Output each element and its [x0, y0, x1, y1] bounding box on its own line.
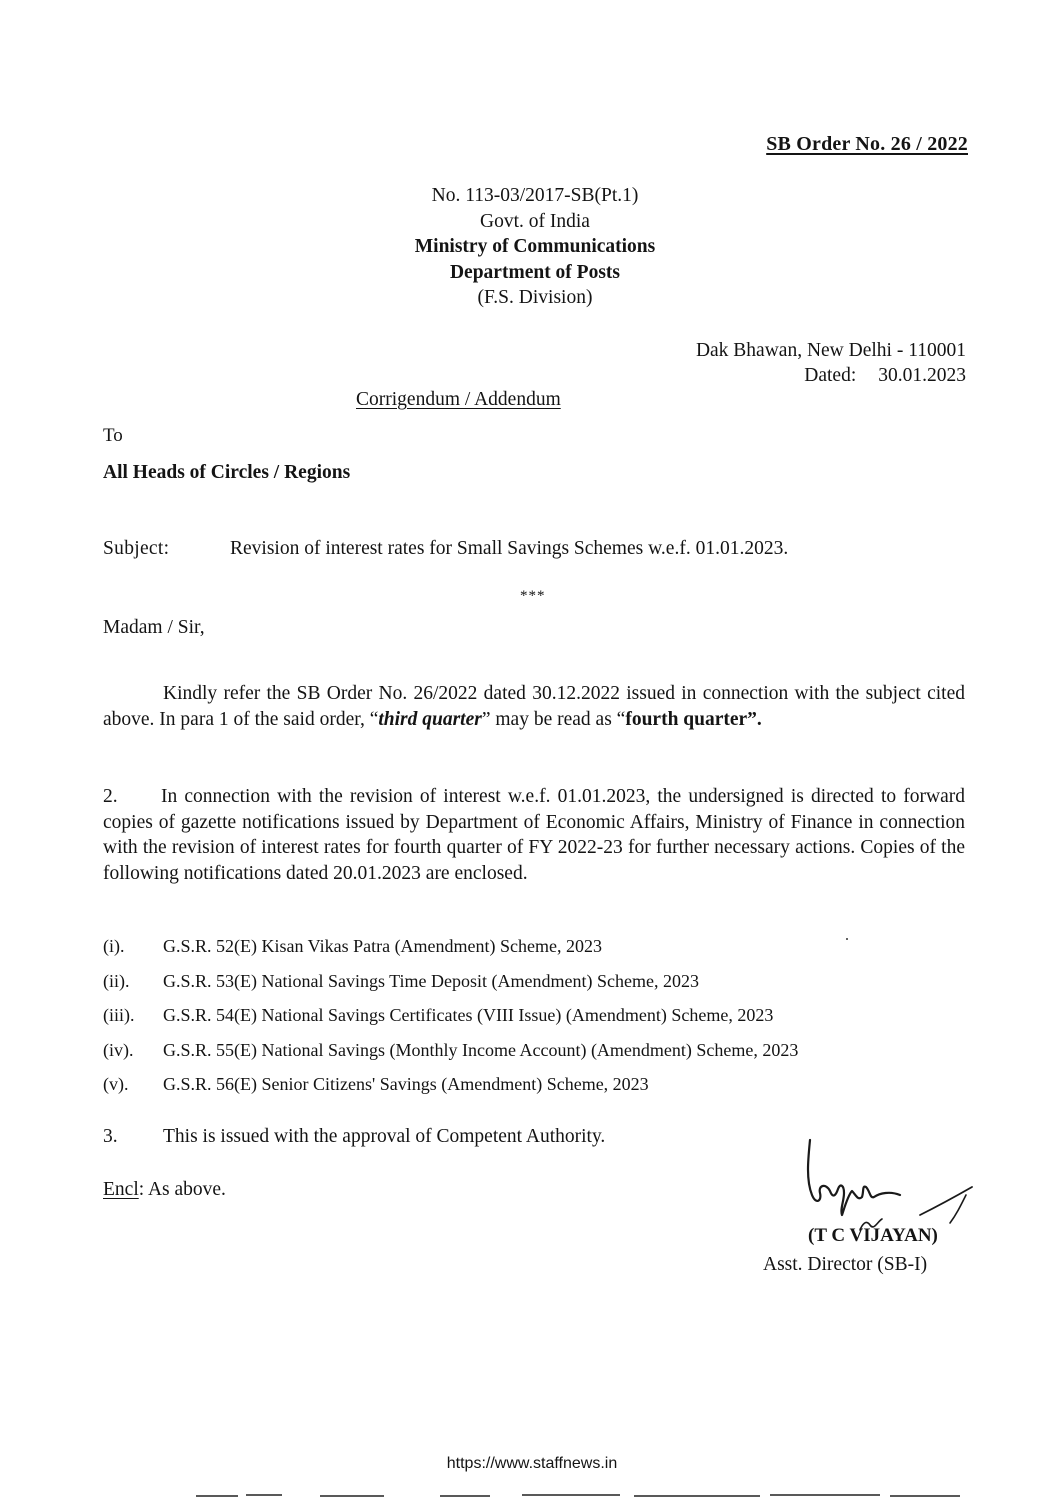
list-item-text: G.S.R. 55(E) National Savings (Monthly Income Account) (Amendment) Scheme, 2023 [163, 1039, 799, 1060]
dated-label: Dated: [804, 365, 857, 386]
addressee: All Heads of Circles / Regions [103, 462, 351, 483]
signatory-designation: Asst. Director (SB-I) [763, 1254, 928, 1275]
list-item-number: (iii). [103, 1005, 135, 1025]
para1-italic: third quarter [378, 708, 482, 730]
separator: *** [520, 588, 546, 604]
scan-artifact-lines [0, 1490, 1064, 1501]
list-item [103, 1074, 983, 1109]
para1-text-2: ” may be read as “ [481, 708, 626, 730]
list-item-text: G.S.R. 53(E) National Savings Time Deposit (Amendment) Scheme, 2023 [163, 970, 699, 991]
signatory-name: (T C VIJAYAN) [808, 1225, 938, 1246]
list-item-text: G.S.R. 52(E) Kisan Vikas Patra (Amendment) Scheme, 2023 [163, 936, 603, 956]
place: Dak Bhawan, New Delhi - 110001 [695, 340, 966, 361]
list-item-number: (iv). [103, 1039, 134, 1060]
list-item-number: (ii). [103, 970, 130, 991]
to-label: To [103, 425, 123, 446]
para1-text: Kindly refer the SB Order No. 26/2022 dated 30.12.2022 issued in connection with the subject cited above. In para 1 of the said order, “ [103, 683, 965, 730]
ministry-name: Ministry of Communications [414, 236, 656, 257]
list-item-text: G.S.R. 54(E) National Savings Certificates (VIII Issue) (Amendment) Scheme, 2023 [163, 1005, 774, 1025]
para3-number: 3. [103, 1126, 118, 1147]
file-number: No. 113-03/2017-SB(Pt.1) [431, 185, 639, 206]
paragraph-2 [103, 784, 965, 886]
encl-text: : As above. [138, 1179, 226, 1200]
division-name: (F.S. Division) [477, 287, 593, 308]
salutation: Madam / Sir, [103, 617, 205, 638]
letterhead [350, 183, 720, 311]
para2-text: In connection with the revision of interest w.e.f. 01.01.2023, the undersigned is directed to forward copies of gazette notifications issued by Department of Economic Affairs, Ministry of Finance in connection with the revision of interest rates for fourth quarter of FY 2022-23 for further necessary actions. Copies of the following notifications dated 20.01.2023 are enclosed. [103, 786, 965, 884]
govt-name: Govt. of India [480, 210, 590, 232]
list-item [103, 1005, 983, 1040]
notification-list [103, 936, 983, 1109]
list-item-text: G.S.R. 56(E) Senior Citizens' Savings (Amendment) Scheme, 2023 [163, 1074, 649, 1094]
list-item-number: (v). [103, 1074, 129, 1094]
list-item [103, 971, 983, 1006]
enclosure-line [103, 1179, 226, 1201]
subject-text: Revision of interest rates for Small Savings Schemes w.e.f. 01.01.2023. [230, 538, 789, 559]
paragraph-1 [103, 681, 965, 732]
dated-value: 30.01.2023 [878, 365, 966, 386]
para1-bold: fourth quarter”. [625, 708, 762, 730]
list-item-number: (i). [103, 936, 125, 956]
place-and-date [696, 338, 966, 388]
para2-number: 2. [103, 786, 118, 807]
footer-url[interactable]: https://www.staffnews.in [446, 1455, 618, 1472]
subject-label: Subject: [103, 538, 170, 559]
order-number: SB Order No. 26 / 2022 [766, 133, 968, 155]
para3-text: This is issued with the approval of Competent Authority. [163, 1126, 606, 1147]
department-name: Department of Posts [449, 261, 621, 283]
list-item [103, 936, 983, 971]
document-title: Corrigendum / Addendum [356, 389, 561, 410]
list-item [103, 1040, 983, 1075]
encl-label: Encl [103, 1179, 139, 1200]
date-line [696, 363, 966, 388]
